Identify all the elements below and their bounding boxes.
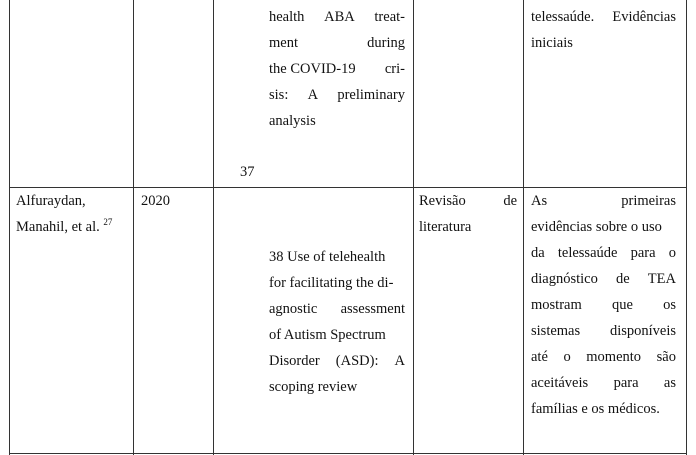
row2-title-line-first: 38 Use of telehealth — [269, 249, 386, 265]
row2-results-word: disponíveis — [609, 323, 676, 339]
row2-title-word: agnostic — [269, 301, 318, 317]
row2-results-word: o — [668, 245, 676, 261]
column-border-type-results — [523, 0, 524, 455]
row2-title-word: assessment — [340, 301, 405, 317]
row1-title-word: during — [367, 35, 405, 51]
row2-results-word: para — [613, 375, 639, 391]
row2-year-cell: 2020 — [141, 193, 170, 209]
row2-results-line — [531, 292, 676, 318]
row1-title-line — [269, 4, 405, 30]
row2-title-line — [269, 348, 405, 374]
row2-type-line-last: literatura — [419, 219, 472, 235]
row2-results-word: TEA — [647, 271, 676, 287]
row2-type-word: de — [503, 193, 517, 209]
row2-results-word: as — [663, 375, 676, 391]
row2-results-word: até — [531, 349, 548, 365]
row1-title-word: A — [307, 87, 319, 103]
row1-title-word: sis: — [269, 87, 289, 103]
row1-reference-number: 37 — [240, 164, 255, 180]
row1-results-line — [531, 4, 676, 30]
row2-results-line: evidências sobre o uso — [531, 219, 662, 235]
row2-author-cell — [16, 188, 131, 240]
row-border-bottom — [9, 453, 687, 454]
row1-results-line-last: iniciais — [531, 35, 573, 51]
row2-title-line: of Autism Spectrum — [269, 327, 386, 343]
row1-title-line — [269, 56, 405, 82]
row2-results-word: diagnóstico — [531, 271, 598, 287]
row2-results-word: sistemas — [531, 323, 581, 339]
row2-results-word: o — [563, 349, 571, 365]
row2-title-word: Disorder — [269, 353, 320, 369]
row2-results-line — [531, 240, 676, 266]
row1-title-word: preliminary — [337, 87, 405, 103]
row2-results-line — [531, 370, 676, 396]
row2-results-word: aceitáveis — [531, 375, 589, 391]
row1-title-cell — [269, 4, 405, 134]
row1-results-word: Evidências — [612, 9, 676, 25]
row2-results-line — [531, 188, 676, 214]
row2-title-word: (ASD): — [335, 353, 379, 369]
row1-title-word: ment — [269, 35, 298, 51]
row2-results-line — [531, 266, 676, 292]
row2-results-line-last: famílias e os médicos. — [531, 401, 660, 417]
row2-results-word: de — [615, 271, 630, 287]
column-border-title-type — [413, 0, 414, 455]
column-border-right — [686, 0, 687, 455]
row2-title-line — [269, 296, 405, 322]
row1-results-word: telessaúde. — [531, 9, 595, 25]
row1-title-word: health — [269, 9, 305, 25]
row1-results-cell — [531, 4, 676, 56]
row1-title-word: cri- — [384, 61, 405, 77]
author-name: Manahil, et al. — [16, 219, 100, 235]
row2-title-cell — [269, 244, 405, 400]
row2-results-word: momento — [586, 349, 642, 365]
row1-title-word: the COVID-19 — [269, 61, 356, 77]
row2-results-line — [531, 344, 676, 370]
row1-title-word: treat- — [374, 9, 405, 25]
column-border-year-title — [213, 0, 214, 455]
row2-results-word: As — [531, 193, 548, 209]
row2-results-word: os — [663, 297, 676, 313]
row2-results-word: mostram — [531, 297, 582, 313]
row2-results-cell — [531, 188, 676, 422]
row2-title-line: for facilitating the di- — [269, 275, 394, 291]
row2-results-word: para — [630, 245, 656, 261]
author-line-1: Alfuraydan, — [16, 193, 86, 209]
row2-type-line — [419, 188, 517, 214]
row2-type-word: Revisão — [419, 193, 466, 209]
author-line-2 — [16, 214, 131, 240]
row2-results-line — [531, 318, 676, 344]
row2-results-word: telessaúde — [557, 245, 618, 261]
row1-title-line — [269, 30, 405, 56]
row2-results-word: primeiras — [621, 193, 676, 209]
row2-type-cell — [419, 188, 517, 240]
row2-title-word: A — [394, 353, 405, 369]
row1-title-line-last: analysis — [269, 113, 316, 129]
row2-results-word: são — [656, 349, 676, 365]
column-border-author-year — [133, 0, 134, 455]
author-reference-superscript: 27 — [103, 217, 113, 228]
column-border-left — [9, 0, 10, 455]
row2-title-line-last: scoping review — [269, 379, 358, 395]
row1-title-word: ABA — [324, 9, 355, 25]
row2-results-word: que — [611, 297, 633, 313]
row1-title-line — [269, 82, 405, 108]
row2-results-word: da — [531, 245, 545, 261]
